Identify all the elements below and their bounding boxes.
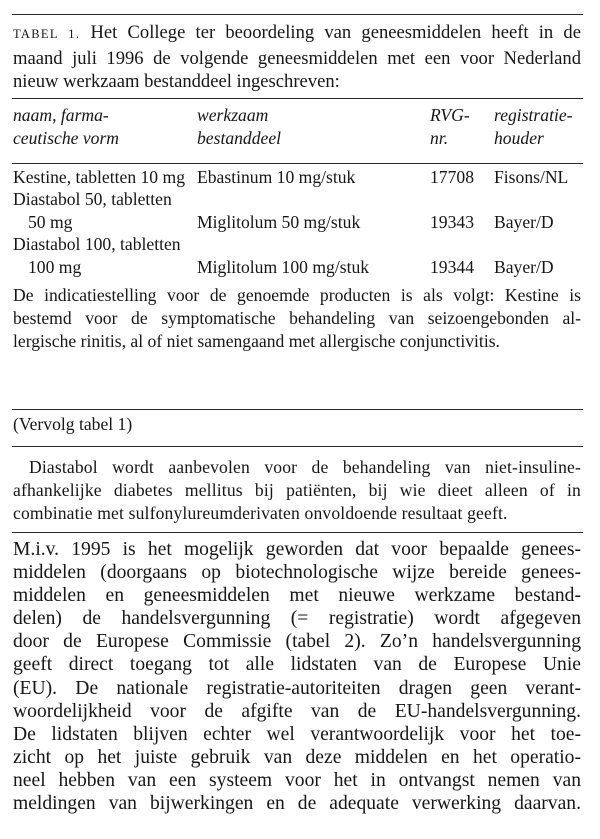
table-note: De indicatiestelling voor de genoemde producten is als volgt: Kestine is bestemd voor de symptomatische behandeling van seizoengebonden al- lergische rinitis, al of niet samengaand met allergische conjunctivitis. <box>13 285 581 351</box>
cell-substance: Ebastinum 10 mg/stuk <box>197 167 356 187</box>
cell-holder: Bayer/D <box>494 212 554 232</box>
continuation-mid-rule <box>12 446 583 447</box>
column-header-holder: registratie- houder <box>494 105 573 148</box>
cell-holder: Fisons/NL <box>494 167 569 187</box>
cell-rvg: 19343 <box>430 212 474 232</box>
cell-substance: Miglitolum 50 mg/stuk <box>197 212 361 232</box>
column-header-substance: werkzaam bestanddeel <box>197 105 282 148</box>
cell-rvg: 17708 <box>430 167 474 187</box>
table-caption <box>13 21 581 94</box>
column-header-rvg: RVG- nr. <box>430 105 470 148</box>
cell-name: Kestine, tabletten 10 mg <box>13 167 185 187</box>
cell-name-cont: 100 mg <box>28 257 82 277</box>
caption-line: maand juli 1996 de volgende geneesmiddelen met een voor Nederland <box>13 47 581 69</box>
continuation-label: (Vervolg tabel 1) <box>13 414 133 434</box>
continuation-note: Diastabol wordt aanbevolen voor de behandeling van niet-insuline- afhankelijke diabetes mellitus bij patiënten, bij wie dieet alleen of in combinatie met sulfonylureumderivaten onvoldoende resultaat geeft. <box>13 457 581 523</box>
caption-line: TABEL 1. Het College ter beoordeling van geneesmiddelen heeft in de <box>13 22 581 43</box>
cell-holder: Bayer/D <box>494 257 554 277</box>
cell-name-cont: 50 mg <box>28 212 73 232</box>
cell-substance: Miglitolum 100 mg/stuk <box>197 257 370 277</box>
table-top-rule <box>12 14 583 15</box>
continuation-top-rule <box>12 409 583 410</box>
cell-name: Diastabol 100, tabletten <box>13 234 181 254</box>
body-paragraph: M.i.v. 1995 is het mogelijk geworden dat voor bepaalde genees- middelen (doorgaans op biotechnologische wijze bereide genees- middelen en geneesmiddelen met nieuwe werkzame bestand- delen) de handelsvergunning (= registratie) wordt afgegeven door de Europese Commissie (tabel 2). Zo’n handelsvergunning geeft direct toegang tot alle lidstaten van de Europese Unie (EU). De nationale registratie-autoriteiten dragen geen verant- woordelijkheid voor de afgifte van de EU-handelsvergunning. De lidstaten blijven echter wel verantwoordelijk voor het toe- zicht op het juiste gebruik van deze middelen en het operatio- neel hebben van een systeem voor het in ontvangst nemen van meldingen van bijwerkingen en de adequate verwerking daarvan. <box>13 539 581 815</box>
table-header-top-rule <box>12 98 583 99</box>
table-label: TABEL 1. <box>13 27 81 41</box>
caption-line: nieuw werkzaam bestanddeel ingeschreven: <box>13 71 340 92</box>
cell-name: Diastabol 50, tabletten <box>13 189 172 209</box>
column-header-name: naam, farma- ceutische vorm <box>13 105 120 148</box>
cell-rvg: 19344 <box>430 257 474 277</box>
table-header-bottom-rule <box>12 163 583 164</box>
table-bottom-rule <box>12 532 583 533</box>
